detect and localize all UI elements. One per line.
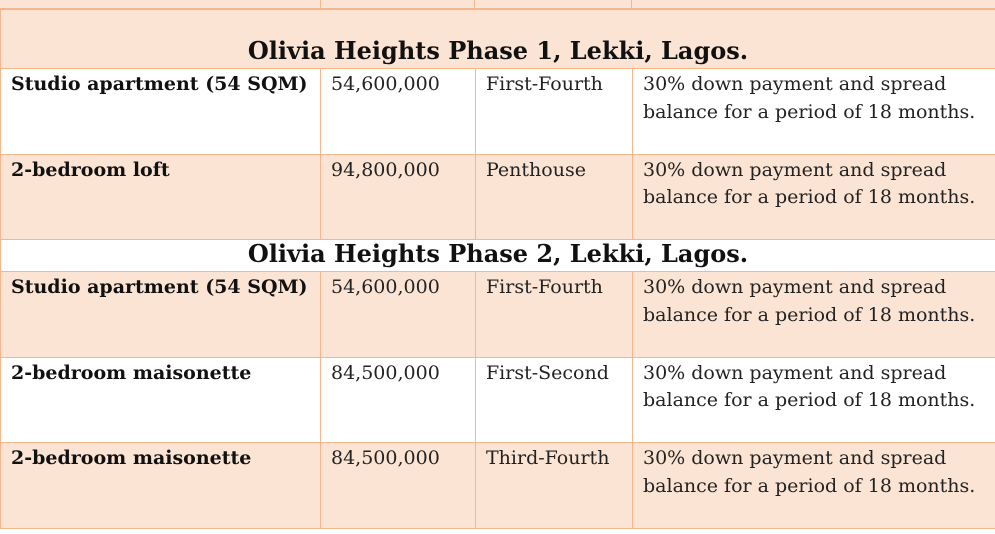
unit-floor: First-Fourth xyxy=(476,272,633,358)
unit-type: 2-bedroom loft xyxy=(1,154,321,240)
section-title: Olivia Heights Phase 1, Lekki, Lagos. xyxy=(1,37,995,69)
previous-table-edge xyxy=(0,0,995,9)
unit-type: 2-bedroom maisonette xyxy=(1,443,321,529)
unit-floor: Third-Fourth xyxy=(476,443,633,529)
unit-floor: First-Fourth xyxy=(476,69,633,155)
unit-type: Studio apartment (54 SQM) xyxy=(1,272,321,358)
table-row xyxy=(1,357,995,443)
payment-plan: 30% down payment and spread balance for a period of 18 months. xyxy=(633,69,995,155)
unit-price: 54,600,000 xyxy=(321,69,476,155)
spacer-row xyxy=(1,10,995,37)
unit-price: 84,500,000 xyxy=(321,357,476,443)
table-row xyxy=(1,443,995,529)
table-row xyxy=(1,154,995,240)
column-divider xyxy=(631,0,632,8)
unit-price: 84,500,000 xyxy=(321,443,476,529)
payment-plan: 30% down payment and spread balance for a period of 18 months. xyxy=(633,443,995,529)
property-price-table xyxy=(0,9,995,529)
spacer-cell xyxy=(1,10,995,37)
section-title: Olivia Heights Phase 2, Lekki, Lagos. xyxy=(1,240,995,272)
table-row xyxy=(1,272,995,358)
payment-plan: 30% down payment and spread balance for a period of 18 months. xyxy=(633,154,995,240)
unit-price: 54,600,000 xyxy=(321,272,476,358)
table-row xyxy=(1,69,995,155)
section-header-row xyxy=(1,240,995,272)
unit-type: Studio apartment (54 SQM) xyxy=(1,69,321,155)
unit-floor: Penthouse xyxy=(476,154,633,240)
column-divider xyxy=(320,0,321,8)
column-divider xyxy=(474,0,475,8)
payment-plan: 30% down payment and spread balance for a period of 18 months. xyxy=(633,272,995,358)
section-header-row xyxy=(1,37,995,69)
unit-type: 2-bedroom maisonette xyxy=(1,357,321,443)
unit-floor: First-Second xyxy=(476,357,633,443)
payment-plan: 30% down payment and spread balance for a period of 18 months. xyxy=(633,357,995,443)
unit-price: 94,800,000 xyxy=(321,154,476,240)
